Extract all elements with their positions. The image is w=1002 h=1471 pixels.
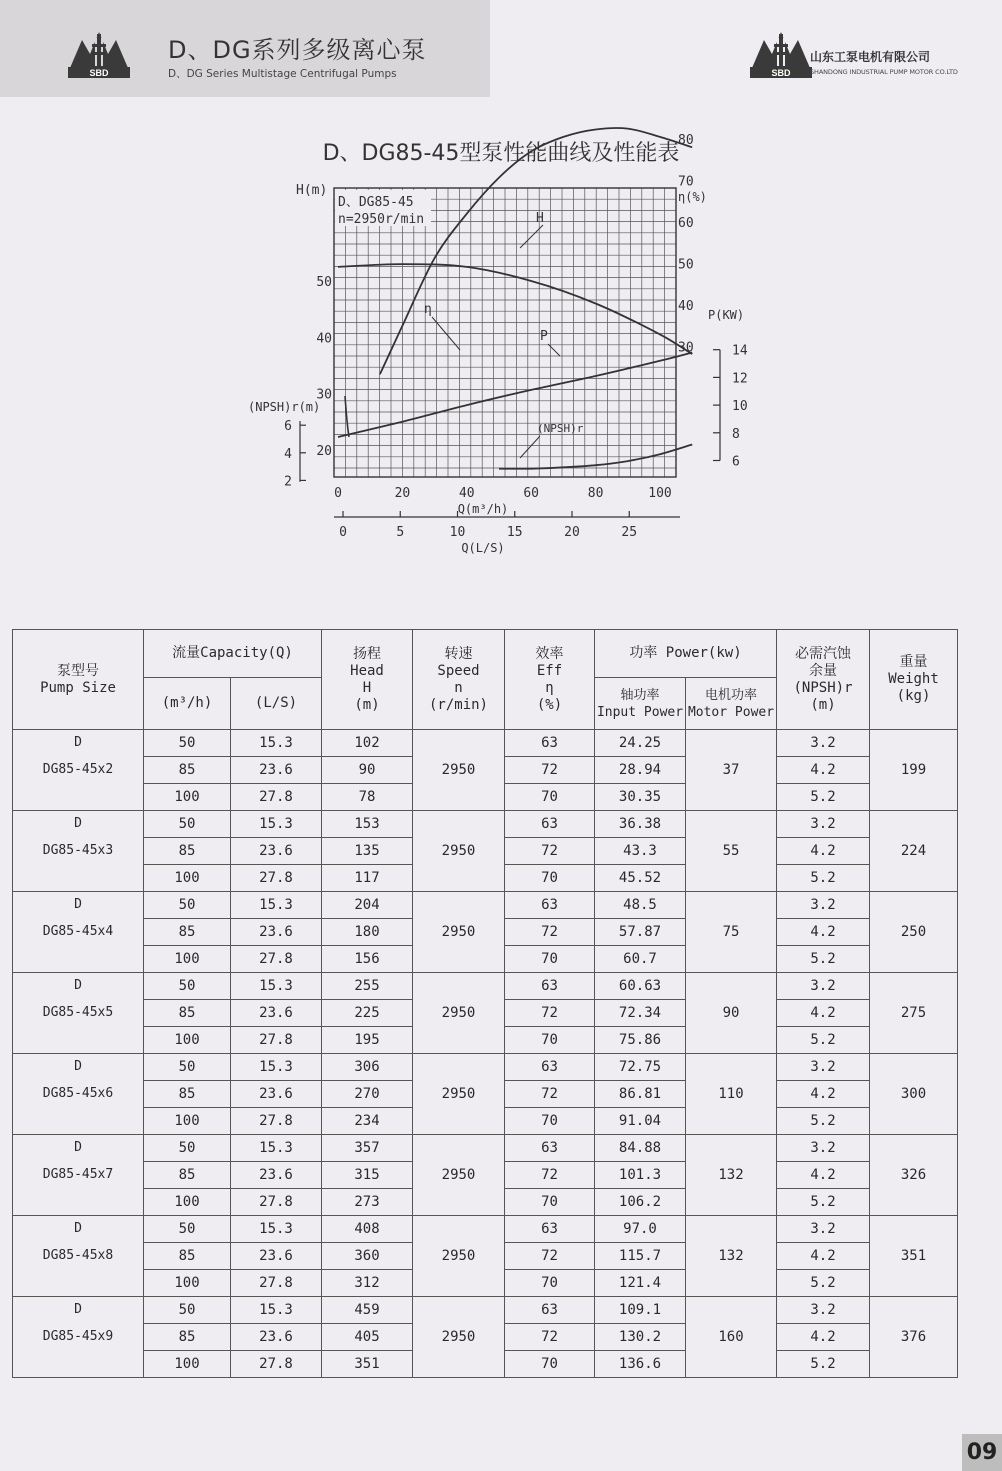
head-cell: 255 <box>322 973 413 1000</box>
eff-tick-label: 30 <box>678 340 694 356</box>
capacity-m3h-cell: 100 <box>144 784 231 811</box>
motor-power-header: 电机功率 Motor Power <box>686 678 777 730</box>
pump-model-cell <box>13 1297 144 1378</box>
table-row <box>13 811 958 838</box>
motor-power-cell: 37 <box>686 730 777 811</box>
capacity-ls-cell: 27.8 <box>231 1189 322 1216</box>
capacity-ls-cell: 27.8 <box>231 1351 322 1378</box>
motor-power-cell: 110 <box>686 1054 777 1135</box>
head-cell: 273 <box>322 1189 413 1216</box>
q-m3h-tick-label: 40 <box>458 486 475 501</box>
q-m3h-axis-label: Q(m³/h) <box>457 502 509 516</box>
head-tick-label: 30 <box>316 387 332 403</box>
q-ls-tick-label: 15 <box>506 525 523 540</box>
npsh-cell: 5.2 <box>777 1351 870 1378</box>
table-header <box>13 630 958 730</box>
pump-model-cell <box>13 730 144 811</box>
efficiency-cell: 63 <box>505 1297 595 1324</box>
npsh-cell: 4.2 <box>777 1324 870 1351</box>
input-power-cell: 60.63 <box>595 973 686 1000</box>
capacity-m3h-cell: 50 <box>144 1297 231 1324</box>
efficiency-curve <box>380 128 692 374</box>
input-power-cell: 86.81 <box>595 1081 686 1108</box>
power-curve-label-leader <box>548 344 560 356</box>
power-tick-label: 8 <box>732 426 740 442</box>
input-power-cell: 45.52 <box>595 865 686 892</box>
capacity-ls-cell: 23.6 <box>231 838 322 865</box>
head-cell: 78 <box>322 784 413 811</box>
input-power-cell: 72.34 <box>595 1000 686 1027</box>
capacity-ls-cell: 15.3 <box>231 1054 322 1081</box>
npsh-cell: 5.2 <box>777 1189 870 1216</box>
npsh-cell: 4.2 <box>777 1000 870 1027</box>
speed-cell: 2950 <box>413 1297 505 1378</box>
model-number: DG85-45x7 <box>42 1167 114 1182</box>
head-cell: 156 <box>322 946 413 973</box>
pump-model-cell <box>13 973 144 1054</box>
head-cell: 315 <box>322 1162 413 1189</box>
model-prefix: D <box>74 1221 82 1236</box>
speed-cell: 2950 <box>413 811 505 892</box>
capacity-m3h-cell: 85 <box>144 838 231 865</box>
speed-cell: 2950 <box>413 973 505 1054</box>
capacity-m3h-cell: 50 <box>144 730 231 757</box>
capacity-m3h-cell: 100 <box>144 1351 231 1378</box>
company-name-en: SHANDONG INDUSTRIAL PUMP MOTOR CO.LTD <box>810 68 958 76</box>
q-ls-axis-label: Q(L/S) <box>461 541 505 555</box>
model-number: DG85-45x5 <box>42 1005 114 1020</box>
input-power-cell: 136.6 <box>595 1351 686 1378</box>
power-header: 功率 Power(kw) <box>595 630 777 678</box>
motor-power-cell: 90 <box>686 973 777 1054</box>
model-prefix: D <box>74 1302 82 1317</box>
model-prefix: D <box>74 816 82 831</box>
input-power-cell: 130.2 <box>595 1324 686 1351</box>
eff-tick-label: 70 <box>678 174 694 190</box>
weight-header: 重量 Weight (kg) <box>870 630 958 730</box>
efficiency-cell: 70 <box>505 865 595 892</box>
power-tick-label: 14 <box>732 343 748 359</box>
pump-model-cell <box>13 1054 144 1135</box>
model-number: DG85-45x2 <box>42 762 114 777</box>
table-row <box>13 1054 958 1081</box>
capacity-m3h-cell: 85 <box>144 1000 231 1027</box>
input-power-cell: 60.7 <box>595 946 686 973</box>
npsh-curve-label: (NPSH)r <box>537 422 584 435</box>
npsh-tick-label: 2 <box>284 474 292 490</box>
head-cell: 357 <box>322 1135 413 1162</box>
input-power-cell: 84.88 <box>595 1135 686 1162</box>
efficiency-cell: 72 <box>505 1000 595 1027</box>
capacity-m3h-cell: 85 <box>144 1324 231 1351</box>
capacity-m3h-cell: 100 <box>144 1108 231 1135</box>
npsh-tick-label: 4 <box>284 446 292 462</box>
eff-axis-label: η(%) <box>678 190 707 204</box>
efficiency-cell: 70 <box>505 1108 595 1135</box>
series-title-cn: D、DG系列多级离心泵 <box>168 36 427 64</box>
capacity-ls-cell: 23.6 <box>231 1000 322 1027</box>
chart-annotation-model: D、DG85-45 <box>338 195 414 210</box>
head-cell: 180 <box>322 919 413 946</box>
efficiency-cell: 72 <box>505 1243 595 1270</box>
weight-cell: 300 <box>870 1054 958 1135</box>
npsh-cell: 3.2 <box>777 1135 870 1162</box>
power-tick-label: 10 <box>732 399 748 415</box>
capacity-ls-cell: 27.8 <box>231 946 322 973</box>
power-curve-label: P <box>540 329 548 344</box>
speed-cell: 2950 <box>413 1216 505 1297</box>
eff-tick-label: 60 <box>678 216 694 231</box>
input-power-cell: 43.3 <box>595 838 686 865</box>
series-title-en: D、DG Series Multistage Centrifugal Pumps <box>168 68 397 80</box>
npsh-cell: 5.2 <box>777 1027 870 1054</box>
weight-cell: 376 <box>870 1297 958 1378</box>
efficiency-curve-label: η <box>424 302 432 317</box>
head-cell: 459 <box>322 1297 413 1324</box>
weight-cell: 351 <box>870 1216 958 1297</box>
capacity-ls-cell: 23.6 <box>231 757 322 784</box>
svg-text:SBD: SBD <box>771 68 791 78</box>
capacity-ls-cell: 23.6 <box>231 919 322 946</box>
model-number: DG85-45x4 <box>42 924 114 939</box>
input-power-cell: 91.04 <box>595 1108 686 1135</box>
eff-tick-label: 40 <box>678 299 694 314</box>
motor-power-cell: 160 <box>686 1297 777 1378</box>
capacity-m3h-cell: 50 <box>144 973 231 1000</box>
input-power-cell: 30.35 <box>595 784 686 811</box>
table-body <box>13 730 958 1378</box>
model-number: DG85-45x3 <box>42 843 114 858</box>
pump-size-header: 泵型号 Pump Size <box>13 630 144 730</box>
capacity-ls-cell: 23.6 <box>231 1243 322 1270</box>
capacity-ls-cell: 27.8 <box>231 1108 322 1135</box>
capacity-m3h-cell: 85 <box>144 1081 231 1108</box>
performance-chart <box>0 0 1002 600</box>
input-power-cell: 97.0 <box>595 1216 686 1243</box>
capacity-m3h-cell: 50 <box>144 892 231 919</box>
power-tick-label: 12 <box>732 371 748 387</box>
head-tick-label: 20 <box>316 443 332 459</box>
npsh-cell: 5.2 <box>777 946 870 973</box>
capacity-m3h-cell: 50 <box>144 1054 231 1081</box>
speed-cell: 2950 <box>413 730 505 811</box>
efficiency-cell: 63 <box>505 730 595 757</box>
head-cell: 90 <box>322 757 413 784</box>
efficiency-cell: 70 <box>505 946 595 973</box>
capacity-m3h-cell: 85 <box>144 757 231 784</box>
q-ls-tick-label: 5 <box>396 525 405 540</box>
npsh-cell: 5.2 <box>777 865 870 892</box>
performance-table <box>12 629 958 1378</box>
model-prefix: D <box>74 897 82 912</box>
page-title: D、DG85-45型泵性能曲线及性能表 <box>322 141 680 166</box>
head-cell: 408 <box>322 1216 413 1243</box>
power-tick-label: 6 <box>732 454 740 470</box>
q-m3h-tick-label: 60 <box>523 486 540 501</box>
npsh-curve-label-leader <box>520 436 540 458</box>
npsh-cell: 3.2 <box>777 730 870 757</box>
head-cell: 312 <box>322 1270 413 1297</box>
eff-header: 效率 Eff η (%) <box>505 630 595 730</box>
input-power-cell: 109.1 <box>595 1297 686 1324</box>
chart-grid <box>334 188 676 477</box>
q-ls-tick-label: 10 <box>449 525 466 540</box>
npsh-cell: 4.2 <box>777 1243 870 1270</box>
npsh-cell: 4.2 <box>777 757 870 784</box>
head-cell: 225 <box>322 1000 413 1027</box>
weight-cell: 224 <box>870 811 958 892</box>
capacity-ls-cell: 15.3 <box>231 1216 322 1243</box>
npsh-tick-label: 6 <box>284 419 292 435</box>
weight-cell: 326 <box>870 1135 958 1216</box>
capacity-header: 流量Capacity(Q) <box>144 630 322 678</box>
table-row <box>13 973 958 1000</box>
capacity-m3h-cell: 100 <box>144 1027 231 1054</box>
capacity-ls-cell: 15.3 <box>231 1297 322 1324</box>
capacity-m3h-cell: 100 <box>144 946 231 973</box>
input-power-header: 轴功率 Input Power <box>595 678 686 730</box>
head-cell: 102 <box>322 730 413 757</box>
head-cell: 270 <box>322 1081 413 1108</box>
input-power-cell: 24.25 <box>595 730 686 757</box>
head-cell: 405 <box>322 1324 413 1351</box>
npsh-axis-label: (NPSH)r(m) <box>248 400 321 414</box>
efficiency-cell: 70 <box>505 1351 595 1378</box>
head-cell: 360 <box>322 1243 413 1270</box>
company-name-cn: 山东工泵电机有限公司 <box>810 50 931 64</box>
q-ls-tick-label: 20 <box>564 525 580 540</box>
svg-text:SBD: SBD <box>89 68 109 78</box>
capacity-ls-cell: 27.8 <box>231 784 322 811</box>
efficiency-cell: 72 <box>505 838 595 865</box>
head-curve-label: H <box>536 211 544 226</box>
capacity-ls-cell: 23.6 <box>231 1162 322 1189</box>
chart-axes <box>248 133 748 555</box>
efficiency-cell: 72 <box>505 1324 595 1351</box>
motor-power-cell: 132 <box>686 1216 777 1297</box>
weight-cell: 199 <box>870 730 958 811</box>
table-row <box>13 1135 958 1162</box>
q-m3h-tick-label: 100 <box>648 486 672 501</box>
npsh-cell: 5.2 <box>777 1108 870 1135</box>
capacity-m3h-cell: 100 <box>144 865 231 892</box>
weight-cell: 250 <box>870 892 958 973</box>
capacity-ls-cell: 15.3 <box>231 973 322 1000</box>
head-cell: 351 <box>322 1351 413 1378</box>
efficiency-cell: 63 <box>505 973 595 1000</box>
npsh-cell: 3.2 <box>777 1216 870 1243</box>
input-power-cell: 36.38 <box>595 811 686 838</box>
model-prefix: D <box>74 1140 82 1155</box>
speed-header: 转速 Speed n (r/min) <box>413 630 505 730</box>
head-cell: 234 <box>322 1108 413 1135</box>
q-m3h-tick-label: 80 <box>587 486 604 501</box>
q-m3h-tick-label: 20 <box>394 486 411 501</box>
speed-cell: 2950 <box>413 892 505 973</box>
chart-annotation-speed: n=2950r/min <box>338 212 425 227</box>
model-number: DG85-45x9 <box>42 1329 114 1344</box>
eff-tick-label: 50 <box>678 257 694 273</box>
motor-power-cell: 75 <box>686 892 777 973</box>
npsh-cell: 4.2 <box>777 1081 870 1108</box>
speed-cell: 2950 <box>413 1135 505 1216</box>
efficiency-cell: 70 <box>505 1027 595 1054</box>
efficiency-cell: 63 <box>505 892 595 919</box>
capacity-m3h-cell: 85 <box>144 919 231 946</box>
motor-power-cell: 55 <box>686 811 777 892</box>
efficiency-cell: 63 <box>505 811 595 838</box>
q-ls-tick-label: 25 <box>621 525 638 540</box>
capacity-ls-cell: 15.3 <box>231 1135 322 1162</box>
efficiency-cell: 72 <box>505 919 595 946</box>
capacity-ls-cell: 23.6 <box>231 1324 322 1351</box>
input-power-cell: 115.7 <box>595 1243 686 1270</box>
head-header: 扬程 Head H (m) <box>322 630 413 730</box>
model-prefix: D <box>74 978 82 993</box>
model-number: DG85-45x6 <box>42 1086 114 1101</box>
capacity-m3h-cell: 85 <box>144 1243 231 1270</box>
head-cell: 306 <box>322 1054 413 1081</box>
input-power-cell: 106.2 <box>595 1189 686 1216</box>
capacity-ls-cell: 27.8 <box>231 1027 322 1054</box>
efficiency-cell: 63 <box>505 1054 595 1081</box>
input-power-cell: 75.86 <box>595 1027 686 1054</box>
q-ls-tick-label: 0 <box>339 525 347 540</box>
efficiency-cell: 72 <box>505 1162 595 1189</box>
npsh-cell: 3.2 <box>777 1297 870 1324</box>
page-number: 09 <box>962 1434 1002 1471</box>
efficiency-cell: 63 <box>505 1135 595 1162</box>
table-row <box>13 1297 958 1324</box>
head-cell: 135 <box>322 838 413 865</box>
head-cell: 153 <box>322 811 413 838</box>
npsh-cell: 3.2 <box>777 973 870 1000</box>
capacity-ls-cell: 27.8 <box>231 865 322 892</box>
table-row <box>13 730 958 757</box>
npsh-cell: 4.2 <box>777 1162 870 1189</box>
input-power-cell: 57.87 <box>595 919 686 946</box>
table-row <box>13 1216 958 1243</box>
npsh-cell: 4.2 <box>777 919 870 946</box>
power-axis-label: P(KW) <box>708 308 745 322</box>
cap-m3h-header: (m³/h) <box>144 678 231 730</box>
head-axis-label: H(m) <box>296 183 328 198</box>
efficiency-cell: 72 <box>505 757 595 784</box>
efficiency-cell: 70 <box>505 1270 595 1297</box>
head-tick-label: 40 <box>316 331 332 347</box>
capacity-m3h-cell: 100 <box>144 1189 231 1216</box>
capacity-ls-cell: 15.3 <box>231 892 322 919</box>
model-prefix: D <box>74 1059 82 1074</box>
input-power-cell: 101.3 <box>595 1162 686 1189</box>
capacity-m3h-cell: 100 <box>144 1270 231 1297</box>
npsh-cell: 3.2 <box>777 811 870 838</box>
head-cell: 204 <box>322 892 413 919</box>
head-tick-label: 50 <box>316 274 332 290</box>
capacity-ls-cell: 15.3 <box>231 811 322 838</box>
npsh-cell: 4.2 <box>777 838 870 865</box>
efficiency-cell: 63 <box>505 1216 595 1243</box>
efficiency-cell: 72 <box>505 1081 595 1108</box>
npsh-cell: 3.2 <box>777 1054 870 1081</box>
pump-model-cell <box>13 892 144 973</box>
model-prefix: D <box>74 735 82 750</box>
weight-cell: 275 <box>870 973 958 1054</box>
capacity-m3h-cell: 50 <box>144 811 231 838</box>
input-power-cell: 121.4 <box>595 1270 686 1297</box>
efficiency-cell: 70 <box>505 1189 595 1216</box>
head-cell: 195 <box>322 1027 413 1054</box>
input-power-cell: 28.94 <box>595 757 686 784</box>
pump-model-cell <box>13 1216 144 1297</box>
npsh-header: 必需汽蚀 余量 (NPSH)r (m) <box>777 630 870 730</box>
npsh-cell: 3.2 <box>777 892 870 919</box>
pump-model-cell <box>13 811 144 892</box>
efficiency-cell: 70 <box>505 784 595 811</box>
q-m3h-tick-label: 0 <box>334 486 342 501</box>
model-number: DG85-45x8 <box>42 1248 114 1263</box>
table-row <box>13 892 958 919</box>
head-cell: 117 <box>322 865 413 892</box>
capacity-ls-cell: 27.8 <box>231 1270 322 1297</box>
motor-power-cell: 132 <box>686 1135 777 1216</box>
npsh-cell: 5.2 <box>777 1270 870 1297</box>
input-power-cell: 72.75 <box>595 1054 686 1081</box>
capacity-ls-cell: 23.6 <box>231 1081 322 1108</box>
cap-ls-header: (L/S) <box>231 678 322 730</box>
npsh-cell: 5.2 <box>777 784 870 811</box>
capacity-m3h-cell: 50 <box>144 1216 231 1243</box>
capacity-m3h-cell: 85 <box>144 1162 231 1189</box>
speed-cell: 2950 <box>413 1054 505 1135</box>
capacity-m3h-cell: 50 <box>144 1135 231 1162</box>
eff-tick-label: 80 <box>678 133 694 148</box>
input-power-cell: 48.5 <box>595 892 686 919</box>
pump-model-cell <box>13 1135 144 1216</box>
capacity-ls-cell: 15.3 <box>231 730 322 757</box>
